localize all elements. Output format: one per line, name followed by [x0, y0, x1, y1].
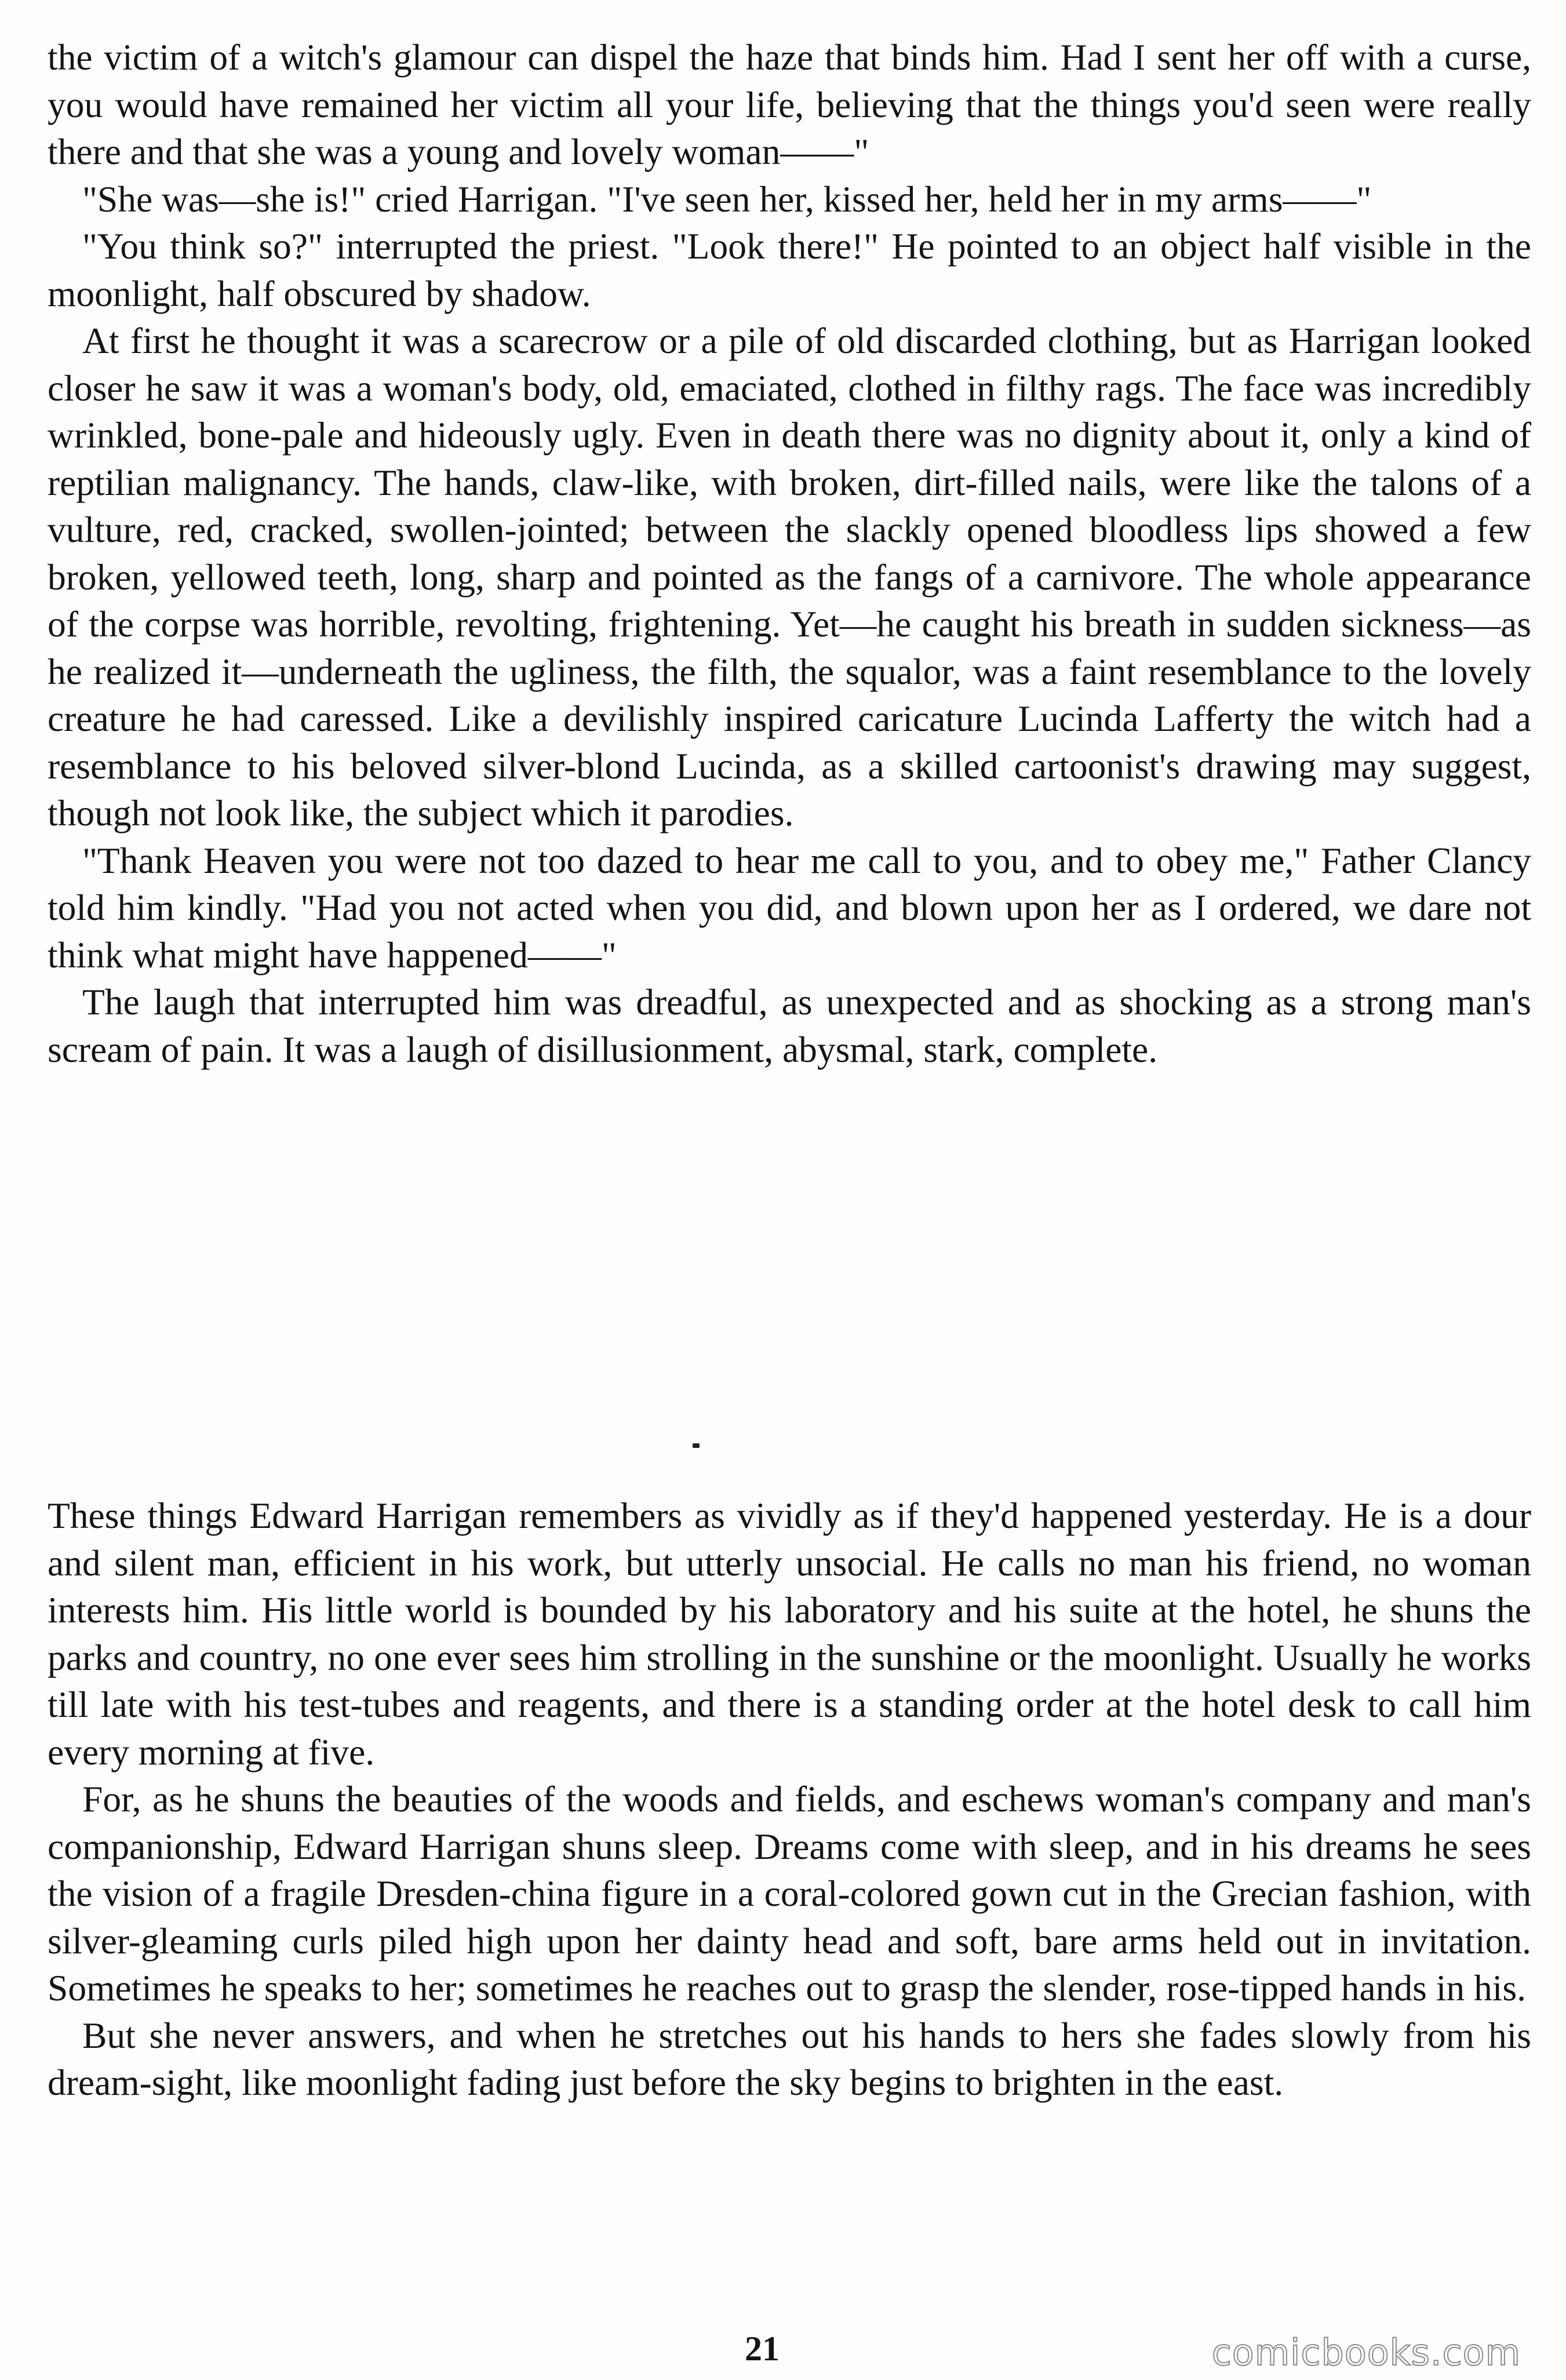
paragraph: For, as he shuns the beauties of the woods and fields, and eschews woman's company and man's companionship, Edward Harrigan shuns sleep. Dreams come with sleep, and in his dreams he sees the vision of a fragile Dresden-china figure in a coral-colored gown cut in the Grecian fashion, with silver-gleaming curls piled high upon her dainty head and soft, bare arms held out in invitation. Sometimes he speaks to her; sometimes he reaches out to grasp the slender, rose-tipped hands in his.: [48, 1778, 1531, 2008]
paragraph: But she never answers, and when he stretches out his hands to hers she fades slowly from his dream-sight, like moonlight fading just before the sky begins to brighten in the east.: [48, 2014, 1531, 2103]
section-break-mark: [693, 1443, 700, 1448]
paragraph: the victim of a witch's glamour can dispel the haze that binds him. Had I sent her off with a curse, you would have remained her victim all your life, believing that the things you'd seen were really there and that she was a young and lovely woman——": [48, 37, 1531, 172]
paragraph: "You think so?" interrupted the priest. "Look there!" He pointed to an object half visible in the moonlight, half obscured by shadow.: [48, 225, 1531, 314]
watermark-logo: comicbooks.com: [1211, 2331, 1521, 2374]
page-number: 21: [745, 2330, 780, 2368]
paragraph: The laugh that interrupted him was dreadful, as unexpected and as shocking as a strong man's scream of pain. It was a laugh of disillusionment, abysmal, stark, complete.: [48, 981, 1531, 1070]
paragraph: These things Edward Harrigan remembers as vividly as if they'd happened yesterday. He is a dour and silent man, efficient in his work, but utterly unsocial. He calls no man his friend, no woman interests him. His little world is bounded by his laboratory and his suite at the hotel, he shuns the parks and country, no one ever sees him strolling in the sunshine or the moonlight. Usually he works till late with his test-tubes and reagents, and there is a standing order at the hotel desk to call him every morning at five.: [48, 1495, 1531, 1773]
text-section-two: [48, 1492, 1531, 2106]
paragraph: "She was—she is!" cried Harrigan. "I've seen her, kissed her, held her in my arms——": [82, 178, 1372, 220]
paragraph: At first he thought it was a scarecrow or a pile of old discarded clothing, but as Harrigan looked closer he saw it was a woman's body, old, emaciated, clothed in filthy rags. The face was incredibly wrinkled, bone-pale and hideously ugly. Even in death there was no dignity about it, only a kind of reptilian malignancy. The hands, claw-like, with broken, dirt-filled nails, were like the talons of a vulture, red, cracked, swollen-jointed; between the slackly opened bloodless lips showed a few broken, yellowed teeth, long, sharp and pointed as the fangs of a carnivore. The whole appearance of the corpse was horrible, revolting, frightening. Yet—he caught his breath in sudden sickness—as he realized it—underneath the ugliness, the filth, the squalor, was a faint resemblance to the lovely creature he had caressed. Like a devilishly inspired caricature Lucinda Lafferty the witch had a resemblance to his beloved silver-blond Lucinda, as a skilled cartoonist's drawing may suggest, though not look like, the subject which it parodies.: [48, 320, 1531, 834]
text-section-one: [48, 34, 1531, 1073]
paragraph: "Thank Heaven you were not too dazed to hear me call to you, and to obey me," Father Clancy told him kindly. "Had you not acted when you did, and blown upon her as I ordered, we dare not think what might have happened——": [48, 839, 1531, 976]
